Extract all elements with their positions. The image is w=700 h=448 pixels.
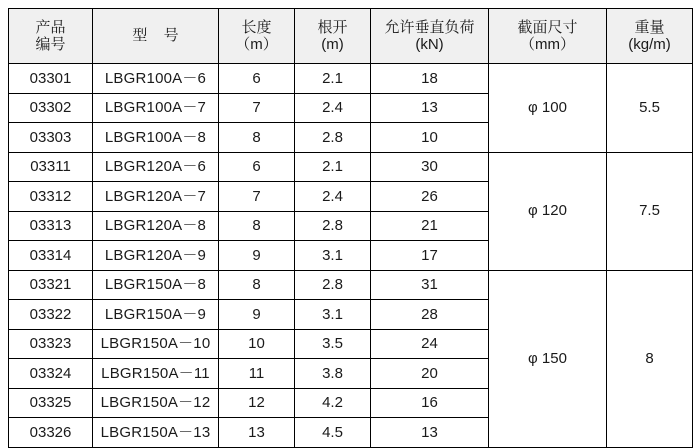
header-product-code-line2: 编号 — [35, 36, 66, 53]
header-weight — [607, 9, 693, 64]
cell-model: LBGR120A－8 — [93, 211, 219, 241]
cell-product-code: 03324 — [9, 359, 93, 389]
header-length — [219, 9, 295, 64]
cell-length: 13 — [219, 418, 295, 448]
header-span — [295, 9, 371, 64]
cell-product-code: 03312 — [9, 182, 93, 212]
cell-vertical-load: 31 — [371, 270, 489, 300]
cell-vertical-load: 17 — [371, 241, 489, 271]
cell-span: 3.5 — [295, 329, 371, 359]
cell-model: LBGR120A－7 — [93, 182, 219, 212]
header-row — [9, 9, 693, 64]
cell-vertical-load: 20 — [371, 359, 489, 389]
cell-length: 7 — [219, 182, 295, 212]
header-section-size — [489, 9, 607, 64]
cell-product-code: 03323 — [9, 329, 93, 359]
cell-model: LBGR150A－11 — [93, 359, 219, 389]
header-vertical-load-line1: 允许垂直负荷 — [384, 18, 475, 36]
table-row — [9, 270, 693, 300]
header-weight-line2: (kg/m) — [628, 36, 671, 53]
table-body — [9, 64, 693, 448]
table-row — [9, 152, 693, 182]
cell-length: 12 — [219, 388, 295, 418]
cell-span: 2.8 — [295, 123, 371, 153]
cell-model: LBGR120A－9 — [93, 241, 219, 271]
cell-span: 3.8 — [295, 359, 371, 389]
cell-span: 2.1 — [295, 64, 371, 94]
cell-product-code: 03311 — [9, 152, 93, 182]
header-section-size-line2: （mm） — [520, 36, 575, 53]
cell-model: LBGR120A－6 — [93, 152, 219, 182]
cell-product-code: 03301 — [9, 64, 93, 94]
cell-vertical-load: 18 — [371, 64, 489, 94]
cell-span: 2.4 — [295, 182, 371, 212]
header-span-line2: (m) — [321, 36, 344, 53]
cell-span: 2.1 — [295, 152, 371, 182]
cell-length: 8 — [219, 270, 295, 300]
header-weight-line1: 重量 — [634, 18, 665, 36]
cell-vertical-load: 24 — [371, 329, 489, 359]
cell-vertical-load: 26 — [371, 182, 489, 212]
cell-product-code: 03313 — [9, 211, 93, 241]
cell-span: 4.5 — [295, 418, 371, 448]
cell-product-code: 03321 — [9, 270, 93, 300]
product-spec-table — [8, 8, 693, 448]
table-row — [9, 64, 693, 94]
header-length-line2: （m） — [235, 36, 278, 53]
cell-model: LBGR150A－9 — [93, 300, 219, 330]
header-model — [93, 9, 219, 64]
table-header — [9, 9, 693, 64]
header-product-code — [9, 9, 93, 64]
cell-section-size: φ 150 — [489, 270, 607, 447]
cell-model: LBGR100A－6 — [93, 64, 219, 94]
cell-vertical-load: 13 — [371, 93, 489, 123]
cell-length: 8 — [219, 211, 295, 241]
cell-weight: 5.5 — [607, 64, 693, 153]
cell-model: LBGR100A－8 — [93, 123, 219, 153]
cell-product-code: 03322 — [9, 300, 93, 330]
cell-vertical-load: 16 — [371, 388, 489, 418]
cell-length: 9 — [219, 241, 295, 271]
cell-model: LBGR150A－12 — [93, 388, 219, 418]
header-product-code-line1: 产品 — [35, 18, 66, 36]
cell-length: 8 — [219, 123, 295, 153]
cell-span: 3.1 — [295, 241, 371, 271]
cell-length: 6 — [219, 152, 295, 182]
cell-model: LBGR150A－10 — [93, 329, 219, 359]
cell-weight: 8 — [607, 270, 693, 447]
cell-model: LBGR150A－13 — [93, 418, 219, 448]
cell-model: LBGR100A－7 — [93, 93, 219, 123]
cell-section-size: φ 120 — [489, 152, 607, 270]
cell-product-code: 03326 — [9, 418, 93, 448]
cell-span: 4.2 — [295, 388, 371, 418]
cell-product-code: 03303 — [9, 123, 93, 153]
header-vertical-load-line2: (kN) — [415, 36, 444, 53]
cell-length: 9 — [219, 300, 295, 330]
cell-model: LBGR150A－8 — [93, 270, 219, 300]
cell-length: 6 — [219, 64, 295, 94]
cell-section-size: φ 100 — [489, 64, 607, 153]
cell-length: 10 — [219, 329, 295, 359]
header-vertical-load — [371, 9, 489, 64]
cell-span: 2.8 — [295, 211, 371, 241]
header-length-line1: 长度 — [241, 18, 272, 36]
header-model-line1: 型 号 — [132, 27, 185, 45]
cell-vertical-load: 30 — [371, 152, 489, 182]
cell-span: 2.4 — [295, 93, 371, 123]
cell-length: 11 — [219, 359, 295, 389]
header-section-size-line1: 截面尺寸 — [517, 18, 578, 36]
cell-vertical-load: 13 — [371, 418, 489, 448]
cell-vertical-load: 28 — [371, 300, 489, 330]
cell-span: 3.1 — [295, 300, 371, 330]
cell-product-code: 03302 — [9, 93, 93, 123]
cell-weight: 7.5 — [607, 152, 693, 270]
cell-product-code: 03314 — [9, 241, 93, 271]
cell-span: 2.8 — [295, 270, 371, 300]
cell-product-code: 03325 — [9, 388, 93, 418]
cell-length: 7 — [219, 93, 295, 123]
cell-vertical-load: 10 — [371, 123, 489, 153]
cell-vertical-load: 21 — [371, 211, 489, 241]
header-span-line1: 根开 — [317, 18, 348, 36]
